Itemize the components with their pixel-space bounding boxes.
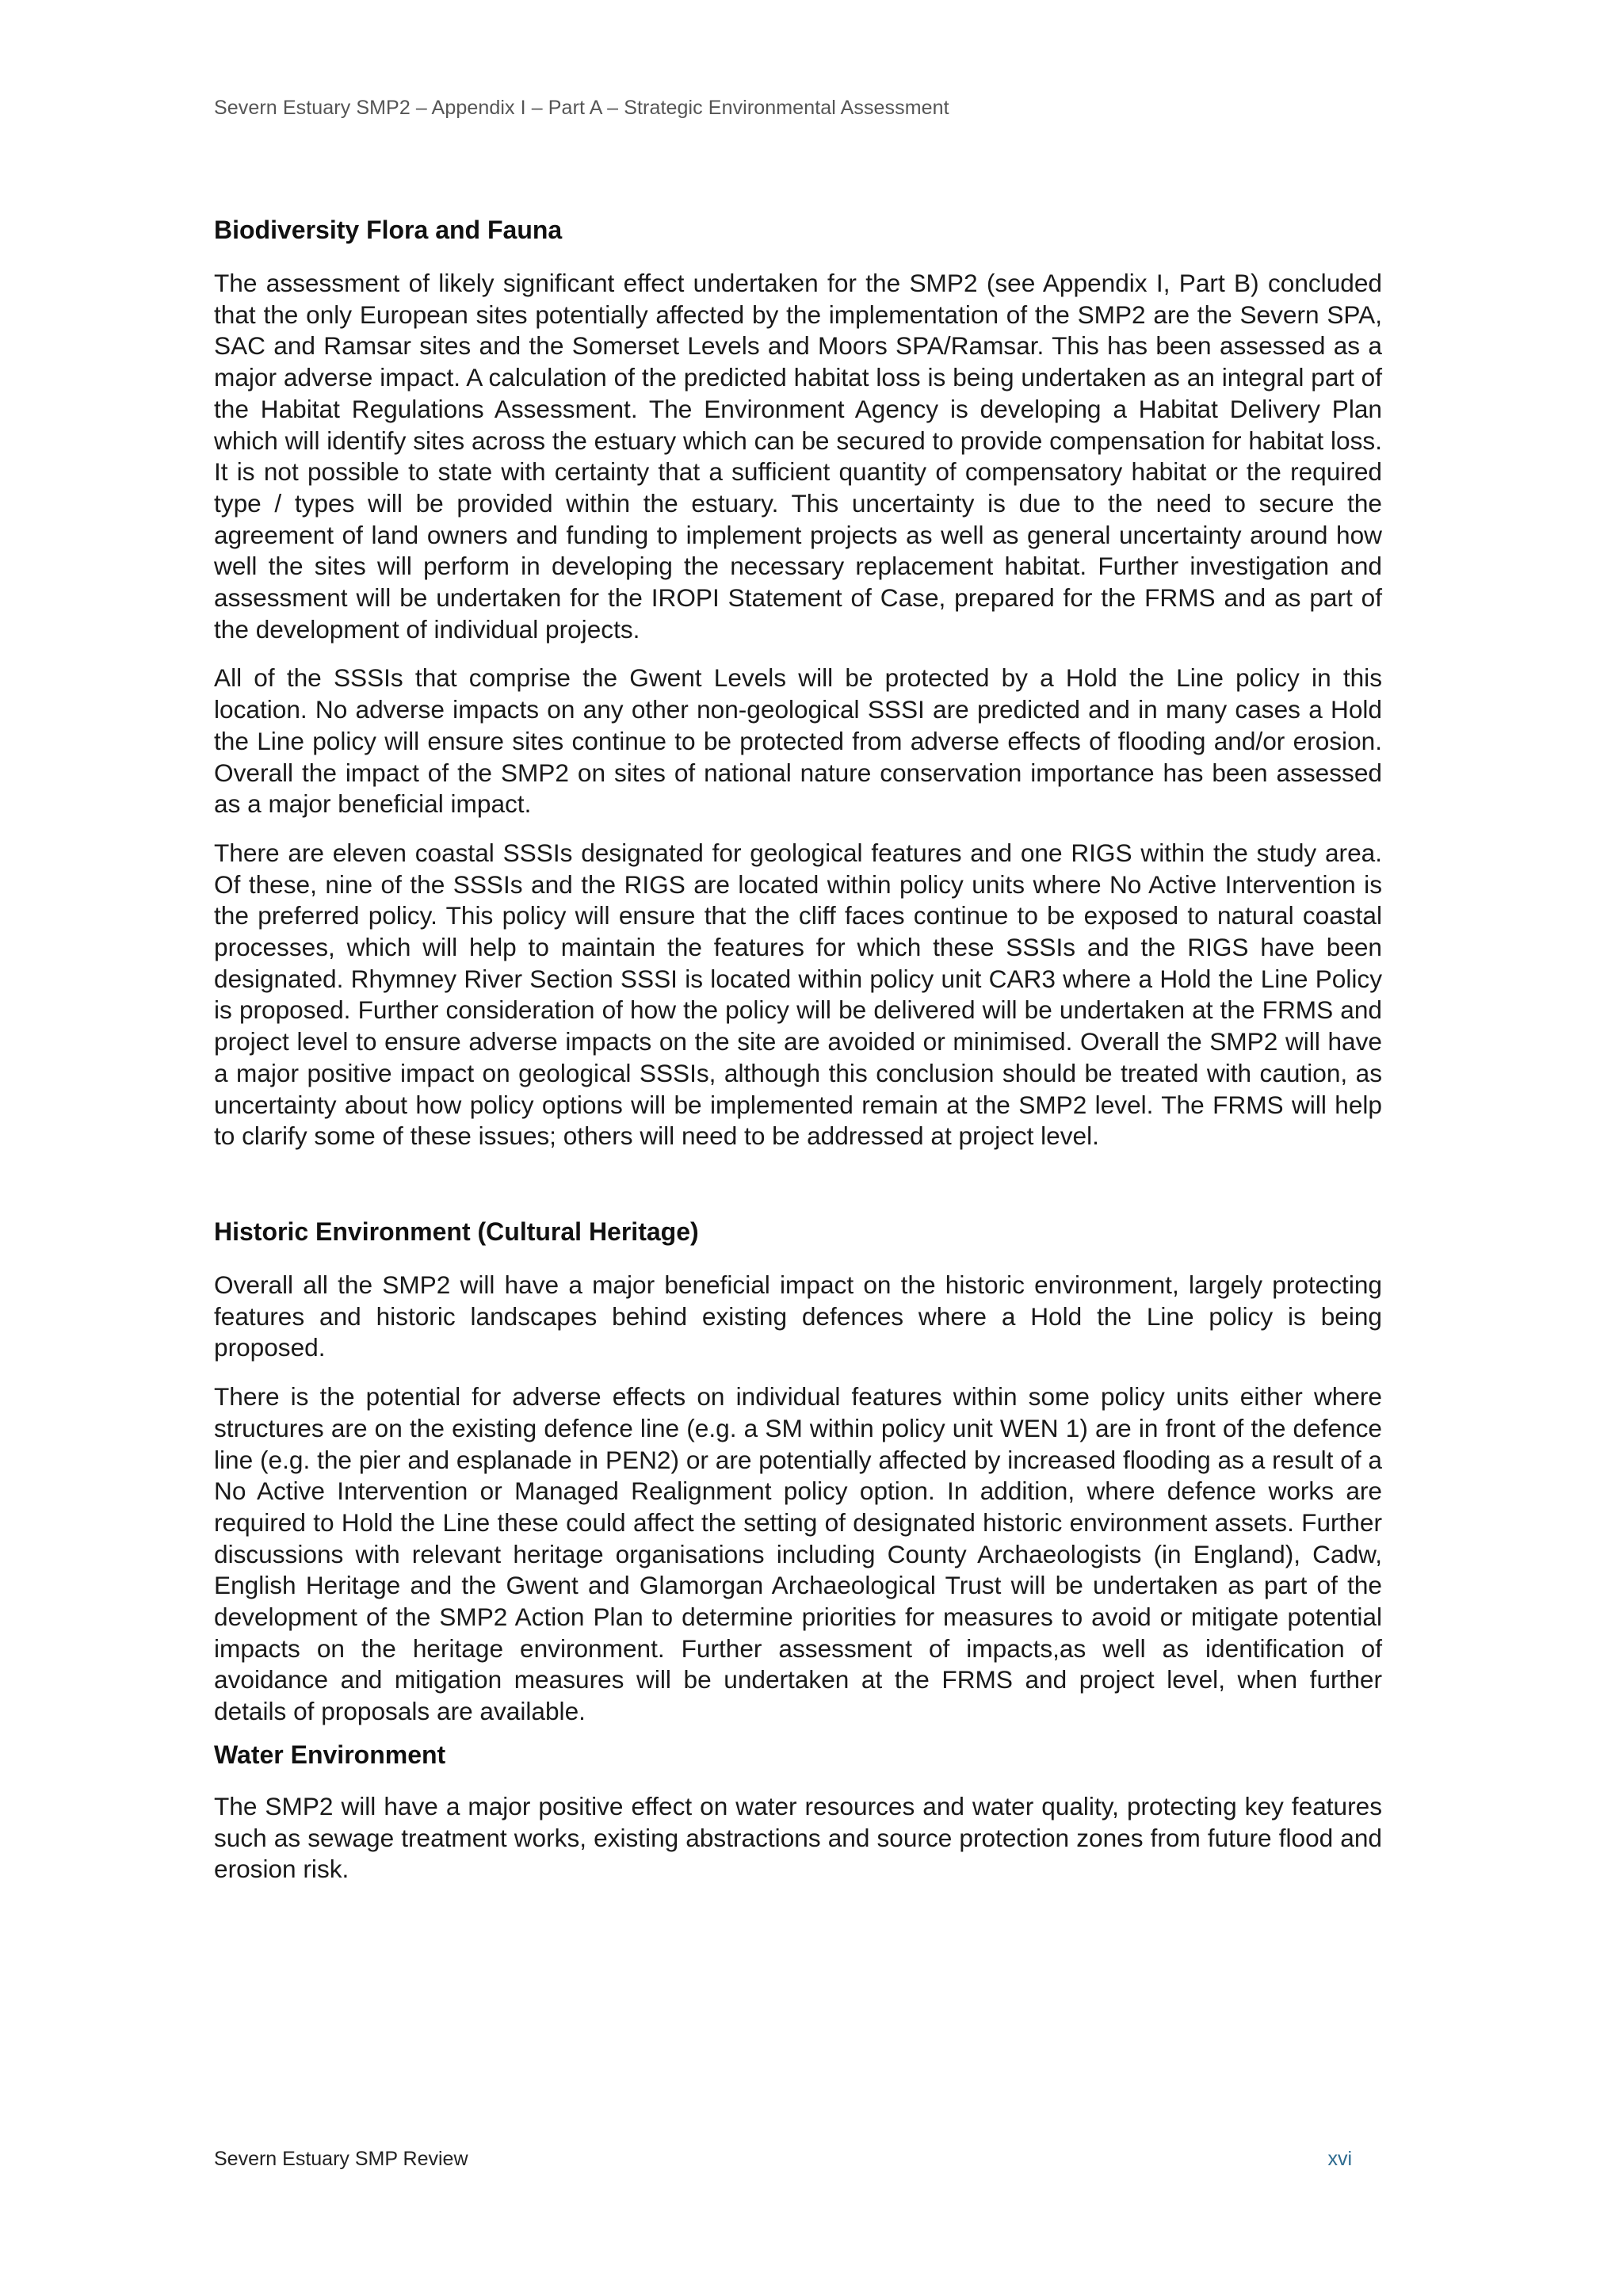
- paragraph: Overall all the SMP2 will have a major beneficial impact on the historic environment, largely protecting features and historic landscapes behind existing defences where a Hold the Line policy is being proposed.: [214, 1270, 1382, 1362]
- section-historic-environment: [214, 1216, 1382, 1728]
- paragraph: There are eleven coastal SSSIs designated for geological features and one RIGS within the study area. Of these, nine of the SSSIs and the RIGS are located within policy units where No Active Intervention is the preferred policy. This policy will ensure that the cliff faces continue to be exposed to natural coastal processes, which will help to maintain the features for which these SSSIs and the RIGS have been designated. Rhymney River Section SSSI is located within policy unit CAR3 where a Hold the Line Policy is proposed. Further consideration of how the policy will be delivered will be undertaken at the FRMS and project level to ensure adverse impacts on the site are avoided or minimised. Overall the SMP2 will have a major positive impact on geological SSSIs, although this conclusion should be treated with caution, as uncertainty about how policy options will be implemented remain at the SMP2 level. The FRMS will help to clarify some of these issues; others will need to be addressed at project level.: [214, 838, 1382, 1151]
- paragraph: The SMP2 will have a major positive effect on water resources and water quality, protecting key features such as sewage treatment works, existing abstractions and source protection zones from future flood and erosion risk.: [214, 1791, 1382, 1884]
- footer-title: Severn Estuary SMP Review: [214, 2148, 468, 2170]
- document-body: [214, 214, 1382, 1903]
- section-biodiversity: [214, 214, 1382, 1152]
- section-heading: Biodiversity Flora and Fauna: [214, 216, 563, 244]
- section-heading: Water Environment: [214, 1740, 446, 1769]
- paragraph: There is the potential for adverse effects on individual features within some policy units either where structures are on the existing defence line (e.g. a SM within policy unit WEN 1) are in front of the defence line (e.g. the pier and esplanade in PEN2) or are potentially affected by increased flooding as a result of a No Active Intervention or Managed Realignment policy option. In addition, where defence works are required to Hold the Line these could affect the setting of designated historic environment assets. Further discussions with relevant heritage organisations including County Archaeologists (in England), Cadw, English Heritage and the Gwent and Glamorgan Archaeological Trust will be undertaken as part of the development of the SMP2 Action Plan to determine priorities for measures to avoid or mitigate potential impacts on the heritage environment. Further assessment of impacts,as well as identification of avoidance and mitigation measures will be undertaken at the FRMS and project level, when further details of proposals are available.: [214, 1382, 1382, 1726]
- section-water-environment: [214, 1739, 1382, 1885]
- page-number: xvi: [1327, 2148, 1352, 2170]
- paragraph: The assessment of likely significant effect undertaken for the SMP2 (see Appendix I, Part B) concluded that the only European sites potentially affected by the implementation of the SMP2 are the Severn SPA, SAC and Ramsar sites and the Somerset Levels and Moors SPA/Ramsar. This has been assessed as a major adverse impact. A calculation of the predicted habitat loss is being undertaken as an integral part of the Habitat Regulations Assessment. The Environment Agency is developing a Habitat Delivery Plan which will identify sites across the estuary which can be secured to provide compensation for habitat loss. It is not possible to state with certainty that a sufficient quantity of compensatory habitat or the required type / types will be provided within the estuary. This uncertainty is due to the need to secure the agreement of land owners and funding to implement projects as well as general uncertainty around how well the sites will perform in developing the necessary replacement habitat. Further investigation and assessment will be undertaken for the IROPI Statement of Case, prepared for the FRMS and as part of the development of individual projects.: [214, 269, 1382, 644]
- section-heading: Historic Environment (Cultural Heritage): [214, 1217, 699, 1246]
- section-spacer: [214, 1170, 1382, 1216]
- paragraph: All of the SSSIs that comprise the Gwent Levels will be protected by a Hold the Line policy in this location. No adverse impacts on any other non-geological SSSI are predicted and in many cases a Hold the Line policy will ensure sites continue to be protected from adverse effects of flooding and/or erosion. Overall the impact of the SMP2 on sites of national nature conservation importance has been assessed as a major beneficial impact.: [214, 663, 1382, 819]
- running-header: Severn Estuary SMP2 – Appendix I – Part A – Strategic Environmental Assessment: [214, 97, 949, 119]
